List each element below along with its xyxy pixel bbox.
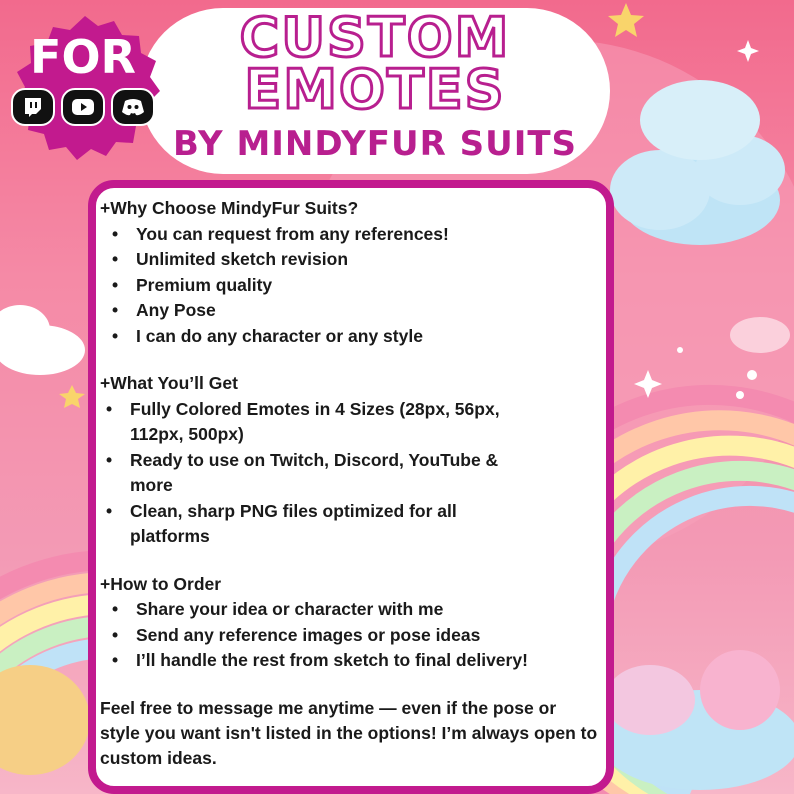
list-item: • Unlimited sketch revision (100, 247, 600, 273)
list-item: • You can request from any references! (100, 222, 600, 248)
list-item: • Fully Colored Emotes in 4 Sizes (28px, 56px, 112px, 500px) (100, 397, 520, 448)
list-item: • Premium quality (100, 273, 600, 299)
cloud-bottom-right (600, 650, 794, 790)
cloud-left (0, 305, 85, 375)
platform-icons (10, 88, 156, 126)
title-line-1: CUSTOM (239, 6, 511, 69)
list-item: • I’ll handle the rest from sketch to final delivery! (100, 648, 600, 674)
card-content (100, 196, 600, 771)
list-item: • Send any reference images or pose ideas (100, 623, 600, 649)
twitch-icon (11, 88, 55, 126)
section-heading-order: +How to Order (100, 573, 222, 594)
section-heading-get: +What You’ll Get (100, 373, 238, 393)
sparkle-icon (737, 40, 759, 62)
closing-message: Feel free to message me anytime — even if the pose or style you want isn't listed in the options! I’m always open to custom ideas. (100, 697, 598, 768)
section-heading-why: +Why Choose MindyFur Suits? (100, 198, 359, 218)
list-item: • I can do any character or any style (100, 324, 600, 350)
discord-icon (111, 88, 155, 126)
why-list (100, 222, 600, 350)
order-list (100, 597, 600, 674)
list-item: • Any Pose (100, 298, 600, 324)
subtitle: BY MINDYFUR SUITS (172, 124, 578, 164)
title-line-2: EMOTES (244, 58, 506, 121)
star-icon (608, 3, 644, 37)
youtube-icon (61, 88, 105, 126)
get-list (100, 397, 520, 550)
star-icon (59, 385, 85, 408)
list-item: • Ready to use on Twitch, Discord, YouTube & more (100, 448, 520, 499)
list-item: • Clean, sharp PNG files optimized for all platforms (100, 499, 520, 550)
list-item: • Share your idea or character with me (100, 597, 600, 623)
badge-label: FOR (30, 30, 136, 84)
